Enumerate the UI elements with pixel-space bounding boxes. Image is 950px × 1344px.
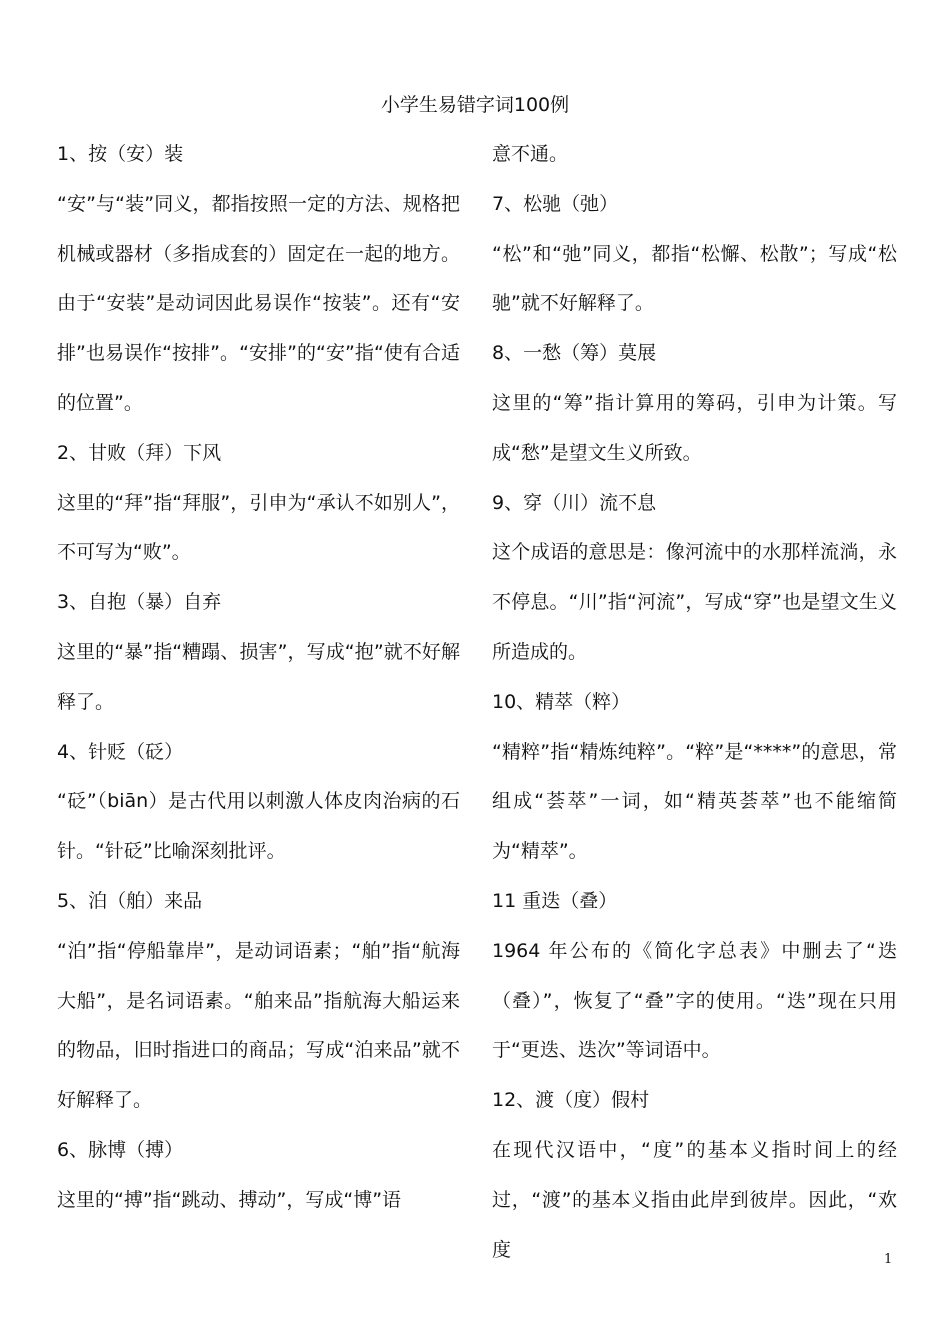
entry-heading: 1、按（安）装 — [57, 143, 184, 165]
entry-heading: 2、甘败（拜）下风 — [57, 441, 222, 464]
entry-body: “松”和“弛”同义，都指“松懈、松散”；写成“松驰”就不好解释了。 — [492, 242, 897, 315]
entry-body: 意不通。 — [492, 143, 569, 165]
entry-body: 1964 年公布的《简化字总表》中删去了“迭（叠）”，恢复了“叠”字的使用。“迭”现在只用于“更迭、迭次”等词语中。 — [492, 939, 897, 1062]
entry-heading: 9、穿（川）流不息 — [492, 491, 657, 514]
entry-heading: 6、脉博（搏） — [57, 1138, 184, 1161]
entry-heading: 8、一愁（筹）莫展 — [492, 342, 657, 365]
entry-body: 这里的“筹”指计算用的筹码，引申为计策。写成“愁”是望文生义所致。 — [492, 391, 897, 464]
entry-body: “砭”（biān）是古代用以刺激人体皮肉治病的石针。“针砭”比喻深刻批评。 — [57, 790, 460, 863]
left-column — [57, 130, 460, 1226]
entry-body: 这里的“搏”指“跳动、搏动”，写成“博”语 — [57, 1188, 402, 1211]
entry-body: “安”与“装”同义，都指按照一定的方法、规格把机械或器材（多指成套的）固定在一起的地方。由于“安装”是动词因此易误作“按装”。还有“安排”也易误作“按排”。“安排”的“安”指“使有合适的位置”。 — [57, 192, 460, 414]
entry-body: 这里的“拜”指“拜服”，引申为“承认不如别人”，不可写为“败”。 — [57, 491, 460, 564]
entry-heading: 10、精萃（粹） — [492, 690, 631, 713]
entry-body: 这个成语的意思是：像河流中的水那样流淌，永不停息。“川”指“河流”，写成“穿”也是望文生义所造成的。 — [492, 541, 897, 663]
right-column — [492, 130, 897, 1275]
entry-body: “精粹”指“精炼纯粹”。“粹”是“****”的意思，常组成“荟萃”一词，如“精英荟萃”也不能缩简为“精萃”。 — [492, 740, 897, 863]
page-number: 1 — [884, 1252, 893, 1267]
entry-heading: 11 重迭（叠） — [492, 889, 618, 912]
entry-body: “泊”指“停船靠岸”，是动词语素；“舶”指“航海大船”，是名词语素。“舶来品”指航海大船运来的物品，旧时指进口的商品；写成“泊来品”就不好解释了。 — [57, 939, 460, 1112]
entry-heading: 5、泊（舶）来品 — [57, 889, 203, 912]
entry-heading: 4、针贬（砭） — [57, 740, 184, 763]
entry-heading: 3、自抱（暴）自弃 — [57, 591, 222, 614]
entry-body: 在现代汉语中，“度”的基本义指时间上的经过，“渡”的基本义指由此岸到彼岸。因此，“欢度 — [492, 1138, 897, 1261]
page-title: 小学生易错字词100例 — [380, 94, 570, 116]
entry-body: 这里的“暴”指“糟蹋、损害”，写成“抱”就不好解释了。 — [57, 640, 460, 713]
entry-heading: 7、松驰（弛） — [492, 192, 619, 215]
entry-heading: 12、渡（度）假村 — [492, 1089, 650, 1112]
